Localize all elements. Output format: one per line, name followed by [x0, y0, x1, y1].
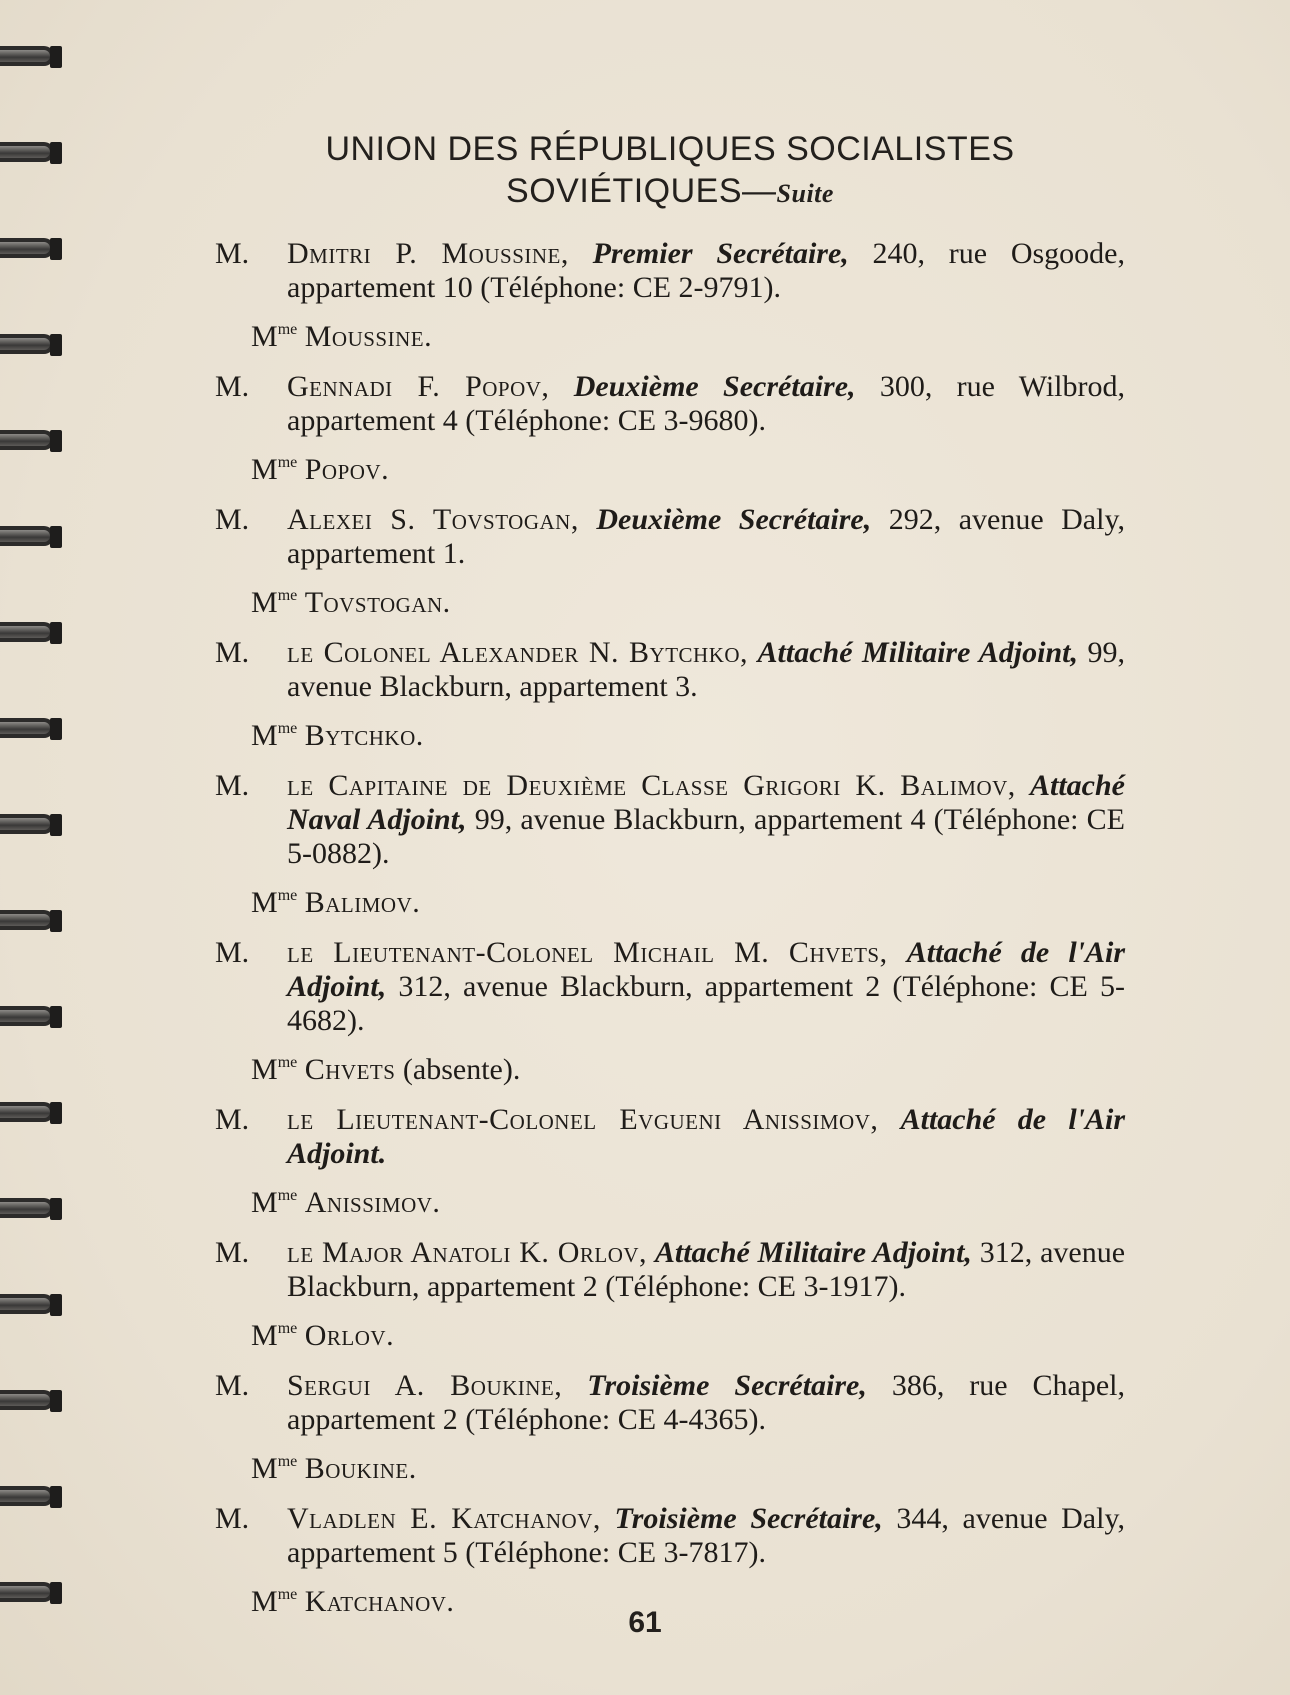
entry-role: Attaché de l'Air Adjoint, [287, 936, 1126, 1003]
spouse-title: M [251, 586, 278, 619]
binding-hole [50, 1294, 62, 1316]
list-item [215, 636, 1125, 753]
entry-main [215, 370, 1125, 438]
spouse-title: M [251, 1452, 278, 1485]
entry-main [215, 636, 1125, 704]
spouse-title-sup: me [277, 887, 298, 904]
spouse-note: (absente). [395, 1053, 521, 1086]
binding-wire [0, 814, 54, 834]
binding-coil [0, 1480, 62, 1514]
entry-main [215, 936, 1125, 1038]
list-item [215, 1103, 1125, 1220]
page-title [215, 128, 1125, 215]
binding-hole [50, 814, 62, 836]
spiral-binding [0, 40, 80, 1695]
binding-hole [50, 526, 62, 548]
binding-coil [0, 712, 62, 746]
binding-wire [0, 1390, 54, 1410]
spouse-title-sup: me [277, 1586, 298, 1603]
title-suite: Suite [776, 179, 834, 208]
binding-coil [0, 1384, 62, 1418]
entry-address: 99, avenue Blackburn, appartement 3. [287, 636, 1126, 703]
binding-wire [0, 46, 54, 66]
entry-name: Dmitri P. Moussine, [287, 237, 569, 270]
spouse-name: Katchanov. [304, 1585, 455, 1618]
binding-wire [0, 1294, 54, 1314]
entry-address: 312, avenue Blackburn, appartement 2 (Téléphone: CE 3-1917). [287, 1236, 1126, 1303]
entry-name: Gennadi F. Popov, [287, 370, 550, 403]
entry-spouse [215, 1179, 1125, 1220]
entry-address: 386, rue Chapel, appartement 2 (Téléphone: CE 4-4365). [287, 1369, 1126, 1436]
entry-role: Attaché Militaire Adjoint, [757, 636, 1078, 669]
entry-name: Vladlen E. Katchanov, [287, 1502, 601, 1535]
entry-address: 99, avenue Blackburn, appartement 4 (Téléphone: CE 5-0882). [287, 803, 1125, 870]
entry-address: 292, avenue Daly, appartement 1. [287, 503, 1126, 570]
spouse-title-sup: me [277, 1054, 298, 1071]
entry-role: Troisième Secrétaire, [587, 1369, 867, 1402]
entry-prefix: M. [215, 636, 250, 669]
entry-prefix: M. [215, 370, 250, 403]
entry-address: 312, avenue Blackburn, appartement 2 (Téléphone: CE 5-4682). [287, 970, 1125, 1037]
entry-spouse [215, 446, 1125, 487]
binding-wire [0, 718, 54, 738]
entry-main [215, 769, 1125, 871]
list-item [215, 1236, 1125, 1353]
list-item [215, 1502, 1125, 1619]
spouse-name: Anissimov. [304, 1186, 441, 1219]
entry-spouse [215, 879, 1125, 920]
entry-spouse [215, 1046, 1125, 1087]
entry-role: Attaché Militaire Adjoint, [654, 1236, 972, 1269]
spouse-title-sup: me [277, 720, 298, 737]
entry-prefix: M. [215, 1236, 250, 1269]
spouse-title-sup: me [277, 321, 298, 338]
spouse-name: Chvets [304, 1053, 396, 1086]
entry-role: Deuxième Secrétaire, [596, 503, 872, 536]
entry-main [215, 1502, 1125, 1570]
entry-role: Attaché de l'Air Adjoint. [287, 1103, 1126, 1170]
entry-spouse [215, 579, 1125, 620]
binding-wire [0, 526, 54, 546]
binding-coil [0, 904, 62, 938]
entry-role: Troisième Secrétaire, [614, 1502, 883, 1535]
spouse-name: Moussine. [304, 320, 433, 353]
spouse-title: M [251, 1585, 278, 1618]
entry-main [215, 1369, 1125, 1437]
binding-coil [0, 1000, 62, 1034]
list-item [215, 1369, 1125, 1486]
binding-hole [50, 1390, 62, 1412]
spouse-title: M [251, 1053, 278, 1086]
binding-hole [50, 1486, 62, 1508]
spouse-name: Tovstogan. [304, 586, 451, 619]
binding-wire [0, 142, 54, 162]
list-item [215, 503, 1125, 620]
entry-prefix: M. [215, 1502, 250, 1535]
entry-role: Attaché Naval Adjoint, [287, 769, 1125, 836]
entry-name: le Major Anatoli K. Orlov, [287, 1236, 648, 1269]
spouse-title-sup: me [277, 587, 298, 604]
binding-coil [0, 328, 62, 362]
spouse-title: M [251, 453, 278, 486]
entry-name: le Colonel Alexander N. Bytchko, [287, 636, 749, 669]
entry-name: Alexei S. Tovstogan, [287, 503, 579, 536]
title-line-2-text: SOVIÉTIQUES— [506, 172, 777, 210]
entry-role: Premier Secrétaire, [592, 237, 849, 270]
entry-main [215, 503, 1125, 571]
entry-prefix: M. [215, 769, 250, 802]
binding-coil [0, 520, 62, 554]
binding-coil [0, 136, 62, 170]
binding-hole [50, 622, 62, 644]
list-item [215, 237, 1125, 354]
entry-main [215, 237, 1125, 305]
entry-spouse [215, 1445, 1125, 1486]
binding-coil [0, 1192, 62, 1226]
spouse-name: Popov. [304, 453, 390, 486]
binding-wire [0, 910, 54, 930]
entry-prefix: M. [215, 1369, 250, 1402]
binding-coil [0, 1576, 62, 1610]
binding-wire [0, 430, 54, 450]
binding-hole [50, 430, 62, 452]
spouse-title: M [251, 886, 278, 919]
binding-hole [50, 718, 62, 740]
list-item [215, 769, 1125, 920]
entry-prefix: M. [215, 503, 250, 536]
binding-wire [0, 238, 54, 258]
binding-hole [50, 46, 62, 68]
binding-wire [0, 1582, 54, 1602]
binding-hole [50, 334, 62, 356]
entry-address: 240, rue Osgoode, appartement 10 (Téléphone: CE 2-9791). [287, 237, 1125, 304]
page-content [215, 128, 1125, 1635]
entry-main [215, 1236, 1125, 1304]
page-number: 61 [628, 1606, 662, 1639]
spouse-name: Boukine. [304, 1452, 417, 1485]
spouse-title: M [251, 1319, 278, 1352]
spouse-title-sup: me [277, 1187, 298, 1204]
list-item [215, 936, 1125, 1087]
entry-address: 300, rue Wilbrod, appartement 4 (Téléphone: CE 3-9680). [287, 370, 1126, 437]
entry-spouse [215, 313, 1125, 354]
binding-wire [0, 1102, 54, 1122]
spouse-name: Bytchko. [304, 719, 424, 752]
binding-coil [0, 1288, 62, 1322]
binding-wire [0, 1198, 54, 1218]
entry-address: 344, avenue Daly, appartement 5 (Téléphone: CE 3-7817). [287, 1502, 1125, 1569]
entry-role: Deuxième Secrétaire, [573, 370, 856, 403]
binding-wire [0, 1486, 54, 1506]
spouse-title-sup: me [277, 1320, 298, 1337]
binding-coil [0, 808, 62, 842]
binding-coil [0, 1096, 62, 1130]
spouse-title: M [251, 719, 278, 752]
binding-hole [50, 910, 62, 932]
spouse-name: Balimov. [304, 886, 421, 919]
entry-name: Sergui A. Boukine, [287, 1369, 563, 1402]
binding-coil [0, 232, 62, 266]
entry-name: le Capitaine de Deuxième Classe Grigori K. Balimov, [287, 769, 1016, 802]
binding-coil [0, 40, 62, 74]
binding-wire [0, 334, 54, 354]
spouse-name: Orlov. [304, 1319, 395, 1352]
entry-prefix: M. [215, 1103, 250, 1136]
entry-prefix: M. [215, 936, 250, 969]
spouse-title: M [251, 320, 278, 353]
spouse-title: M [251, 1186, 278, 1219]
list-item [215, 370, 1125, 487]
entry-prefix: M. [215, 237, 250, 270]
binding-hole [50, 142, 62, 164]
binding-hole [50, 1582, 62, 1604]
binding-wire [0, 1006, 54, 1026]
binding-hole [50, 1006, 62, 1028]
entry-main [215, 1103, 1125, 1171]
binding-hole [50, 1102, 62, 1124]
entry-spouse [215, 1312, 1125, 1353]
binding-hole [50, 238, 62, 260]
spouse-title-sup: me [277, 454, 298, 471]
binding-wire [0, 622, 54, 642]
entry-name: le Lieutenant-Colonel Evgueni Anissimov, [287, 1103, 879, 1136]
spouse-title-sup: me [277, 1453, 298, 1470]
binding-coil [0, 616, 62, 650]
entry-spouse [215, 712, 1125, 753]
binding-hole [50, 1198, 62, 1220]
entry-name: le Lieutenant-Colonel Michail M. Chvets, [287, 936, 888, 969]
entry-list [215, 237, 1125, 1619]
title-line-2 [215, 170, 1125, 215]
title-line-1: UNION DES RÉPUBLIQUES SOCIALISTES [325, 130, 1015, 168]
binding-coil [0, 424, 62, 458]
